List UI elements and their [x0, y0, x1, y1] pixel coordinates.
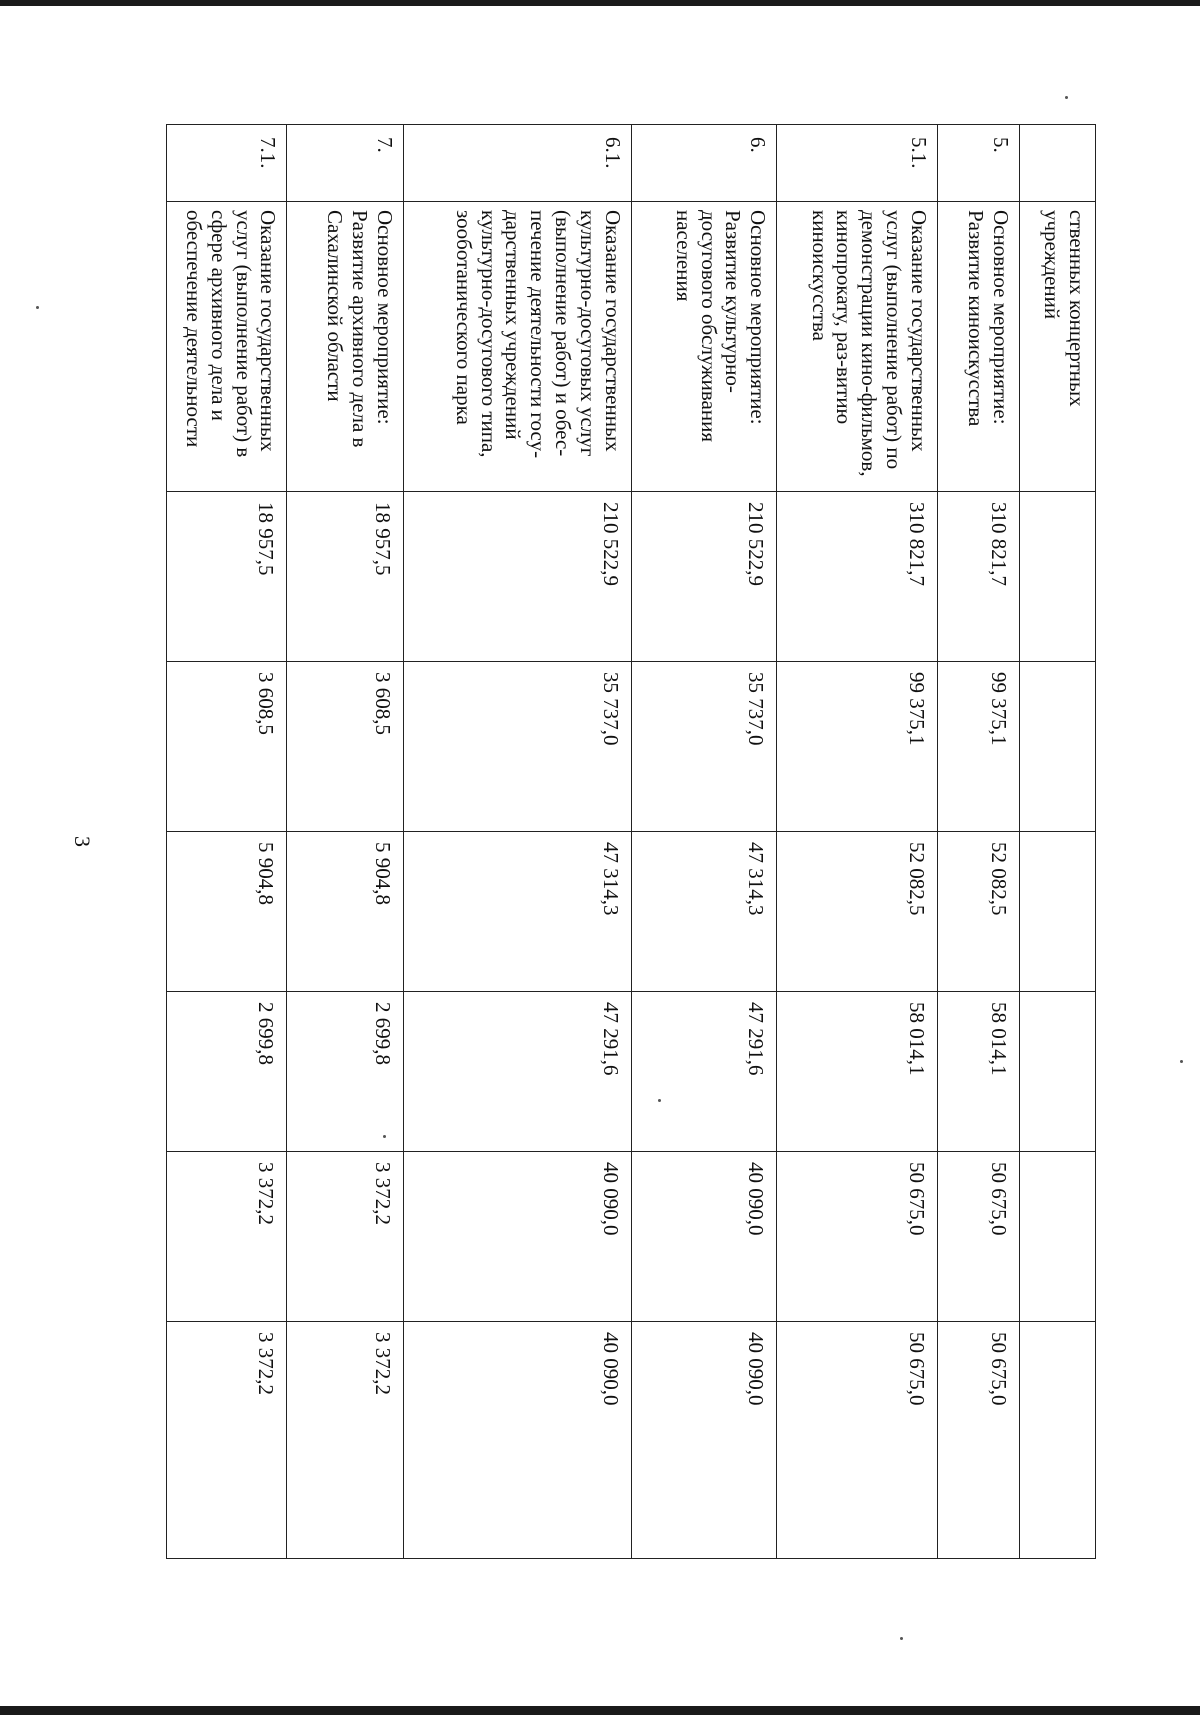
row-number: 6. — [631, 125, 777, 202]
value-cell: 3 372,2 — [287, 1152, 403, 1322]
value-cell: 310 821,7 — [777, 492, 937, 662]
table-row — [777, 125, 937, 1559]
row-name: Основное мероприятие: Развитие культурно-досугового обслуживания населения — [631, 202, 777, 492]
value-cell: 310 821,7 — [937, 492, 1019, 662]
scan-speck — [658, 1099, 661, 1102]
value-cell: 3 372,2 — [167, 1152, 287, 1322]
value-cell: 47 314,3 — [403, 832, 631, 992]
row-name: ственных концертных учреждений — [1020, 202, 1096, 492]
value-cell: 50 675,0 — [777, 1152, 937, 1322]
row-number: 7. — [287, 125, 403, 202]
value-cell: 50 675,0 — [777, 1322, 937, 1559]
table-row — [403, 125, 631, 1559]
row-name: Основное мероприятие: Развитие киноискусства — [937, 202, 1019, 492]
value-cell: 210 522,9 — [403, 492, 631, 662]
value-cell: 3 608,5 — [167, 662, 287, 832]
table-row — [937, 125, 1019, 1559]
scan-speck — [1180, 1060, 1183, 1063]
value-cell — [1020, 1322, 1096, 1559]
table-row — [167, 125, 287, 1559]
table-row — [287, 125, 403, 1559]
value-cell: 2 699,8 — [167, 992, 287, 1152]
value-cell: 47 291,6 — [631, 992, 777, 1152]
row-name: Оказание государственных услуг (выполнение работ) по демонстрации кино-фильмов, кинопрокату, раз-витию киноискусства — [777, 202, 937, 492]
row-number: 6.1. — [403, 125, 631, 202]
row-number: 5. — [937, 125, 1019, 202]
value-cell: 40 090,0 — [403, 1322, 631, 1559]
row-number: 5.1. — [777, 125, 937, 202]
value-cell: 18 957,5 — [287, 492, 403, 662]
value-cell: 5 904,8 — [287, 832, 403, 992]
value-cell: 50 675,0 — [937, 1322, 1019, 1559]
value-cell: 3 372,2 — [167, 1322, 287, 1559]
value-cell: 3 608,5 — [287, 662, 403, 832]
value-cell: 50 675,0 — [937, 1152, 1019, 1322]
budget-table-rotated — [166, 124, 1096, 1548]
value-cell: 35 737,0 — [631, 662, 777, 832]
scan-edge-bottom — [0, 1706, 1200, 1715]
table-row — [1020, 125, 1096, 1559]
value-cell: 210 522,9 — [631, 492, 777, 662]
value-cell: 58 014,1 — [777, 992, 937, 1152]
value-cell: 40 090,0 — [403, 1152, 631, 1322]
row-name: Оказание государственных услуг (выполнение работ) в сфере архивного дела и обеспечение деятельности — [167, 202, 287, 492]
budget-table — [166, 124, 1096, 1559]
value-cell: 3 372,2 — [287, 1322, 403, 1559]
value-cell: 52 082,5 — [937, 832, 1019, 992]
row-name: Основное мероприятие: Развитие архивного дела в Сахалинской области — [287, 202, 403, 492]
value-cell: 47 291,6 — [403, 992, 631, 1152]
scan-speck — [383, 1135, 386, 1138]
value-cell: 35 737,0 — [403, 662, 631, 832]
value-cell — [1020, 662, 1096, 832]
value-cell: 58 014,1 — [937, 992, 1019, 1152]
scan-speck — [1065, 96, 1068, 99]
scan-speck — [36, 306, 39, 309]
value-cell — [1020, 992, 1096, 1152]
scan-edge-top — [0, 0, 1200, 6]
row-name: Оказание государственных культурно-досуговых услуг (выполнение работ) и обес-печение деятельности госу-дарственных учреждений культурно-досугового типа, зооботанического парка — [403, 202, 631, 492]
value-cell: 5 904,8 — [167, 832, 287, 992]
value-cell: 99 375,1 — [777, 662, 937, 832]
table-row — [631, 125, 777, 1559]
page-number: 3 — [70, 836, 95, 847]
value-cell: 47 314,3 — [631, 832, 777, 992]
value-cell: 52 082,5 — [777, 832, 937, 992]
row-number: 7.1. — [167, 125, 287, 202]
value-cell: 40 090,0 — [631, 1152, 777, 1322]
value-cell: 99 375,1 — [937, 662, 1019, 832]
scan-speck — [900, 1637, 903, 1640]
value-cell — [1020, 1152, 1096, 1322]
row-number — [1020, 125, 1096, 202]
value-cell — [1020, 492, 1096, 662]
value-cell: 2 699,8 — [287, 992, 403, 1152]
value-cell: 18 957,5 — [167, 492, 287, 662]
value-cell — [1020, 832, 1096, 992]
value-cell: 40 090,0 — [631, 1322, 777, 1559]
